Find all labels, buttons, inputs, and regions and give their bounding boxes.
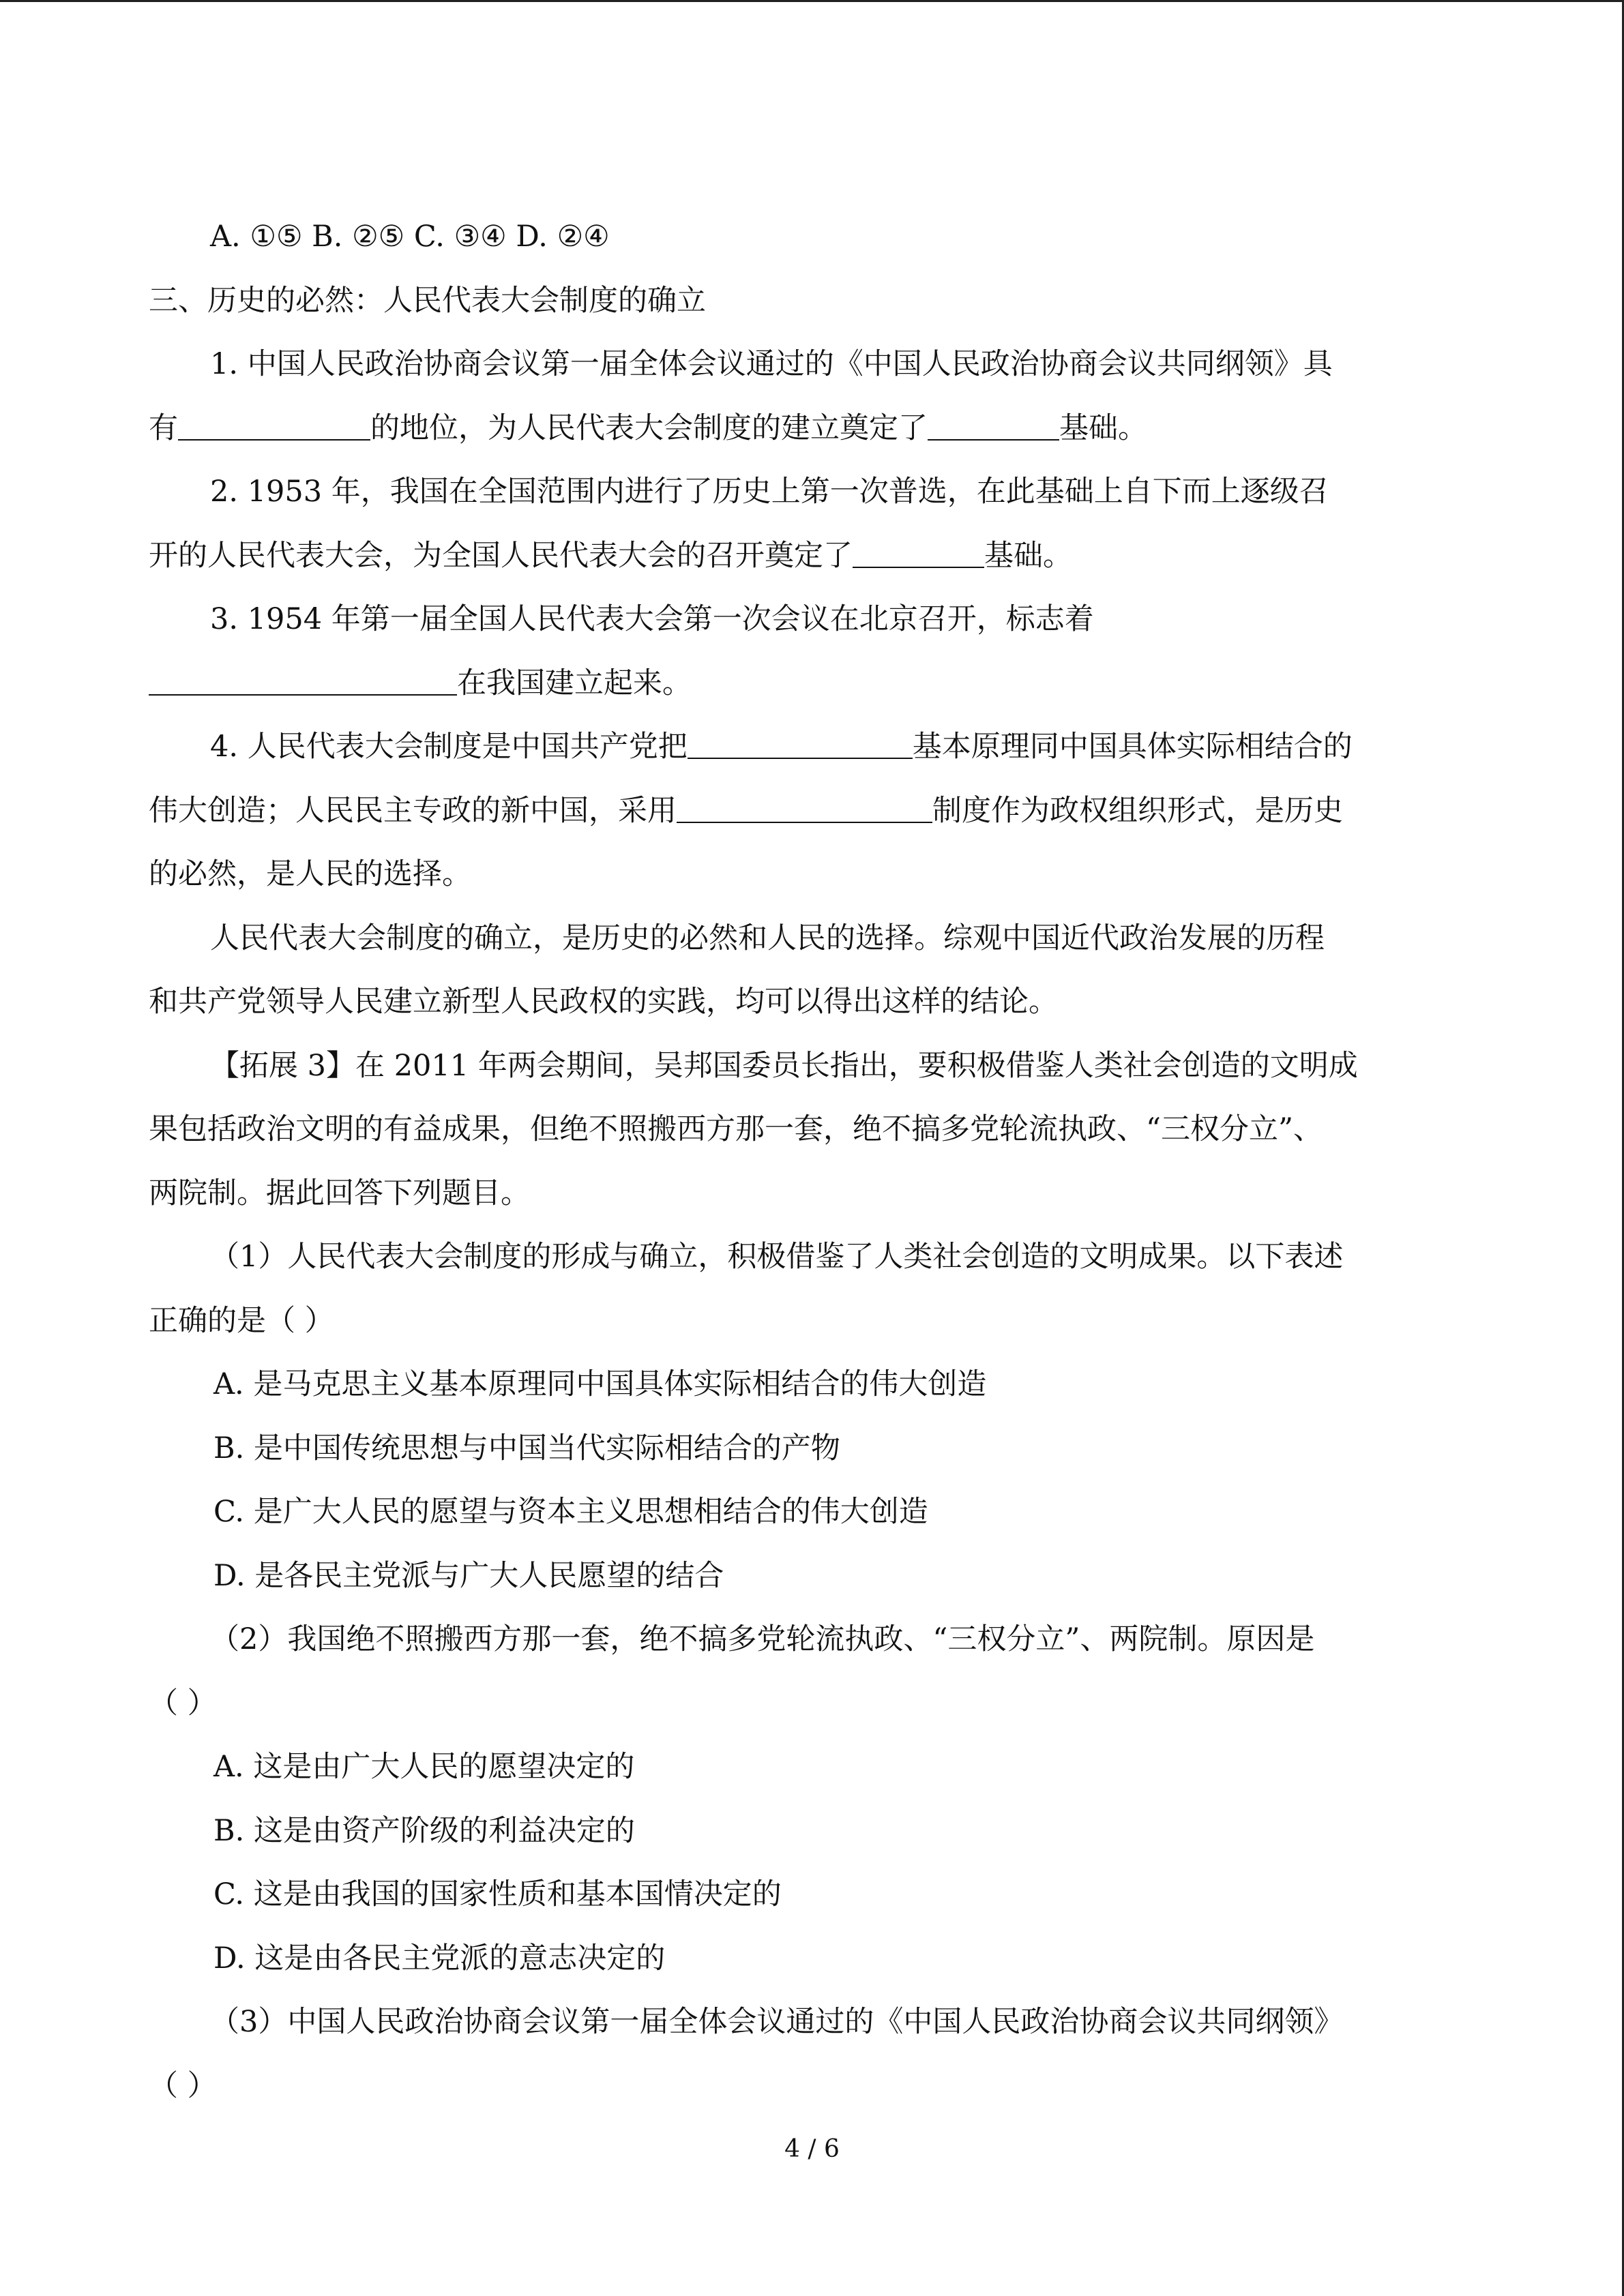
choice-text: C. 是广大人民的愿望与资本主义思想相结合的伟大创造	[213, 1495, 928, 1529]
answer-blank[interactable]	[149, 661, 457, 696]
paragraph-text: 和共产党领导人民建立新型人民政权的实践，均可以得出这样的结论。	[149, 985, 1058, 1019]
choice-d	[149, 1927, 1475, 1991]
sub-question-2	[149, 1608, 1475, 1672]
choice-text: B. 这是由资产阶级的利益决定的	[213, 1813, 635, 1848]
section-heading-text: 三、历史的必然：人民代表大会制度的确立	[149, 283, 706, 318]
choice-a	[149, 1353, 1475, 1417]
text-fragment: 有	[149, 411, 178, 445]
question-3-cont	[149, 652, 1475, 716]
extension-3-end	[149, 1162, 1475, 1226]
text-fragment: 开的人民代表大会，为全国人民代表大会的召开奠定了	[149, 538, 853, 573]
question-3	[149, 588, 1475, 652]
sub-question-text: （ ）	[149, 2068, 217, 2103]
choice-c	[149, 1863, 1475, 1927]
question-1-cont	[149, 397, 1475, 461]
question-1-text: 1. 中国人民政治协商会议第一届全体会议通过的《中国人民政治协商会议共同纲领》具	[210, 347, 1333, 381]
text-fragment: 基础。	[984, 538, 1072, 573]
sub-question-text: （3）中国人民政治协商会议第一届全体会议通过的《中国人民政治协商会议共同纲领》	[210, 2005, 1344, 2039]
choice-b	[149, 1800, 1475, 1864]
options-line	[149, 205, 1475, 269]
text-fragment: 基础。	[1059, 411, 1147, 445]
choice-a	[149, 1735, 1475, 1800]
answer-blank[interactable]	[853, 534, 984, 568]
page-number: 4 / 6	[784, 2135, 840, 2163]
summary-paragraph	[149, 907, 1475, 971]
summary-paragraph-cont	[149, 970, 1475, 1034]
choice-b	[149, 1417, 1475, 1481]
sub-question-3	[149, 1991, 1475, 2055]
choice-text: C. 这是由我国的国家性质和基本国情决定的	[213, 1877, 782, 1911]
sub-question-1-cont	[149, 1289, 1475, 1354]
answer-blank[interactable]	[688, 725, 913, 759]
answer-blank[interactable]	[178, 406, 370, 441]
paragraph-text: 【拓展 3】在 2011 年两会期间，吴邦国委员长指出，要积极借鉴人类社会创造的文明成	[210, 1048, 1358, 1083]
question-3-text: 3. 1954 年第一届全国人民代表大会第一次会议在北京召开，标志着	[210, 602, 1094, 636]
sub-question-1	[149, 1225, 1475, 1289]
sub-question-text: （2）我国绝不照搬西方那一套，绝不搞多党轮流执政、“三权分立”、两院制。原因是	[210, 1622, 1315, 1656]
question-1	[149, 333, 1475, 397]
document-body	[149, 205, 1475, 2118]
question-4	[149, 715, 1475, 779]
extension-3	[149, 1034, 1475, 1099]
choice-text: D. 是各民主党派与广大人民愿望的结合	[213, 1558, 724, 1593]
sub-question-text: 正确的是（ ）	[149, 1303, 334, 1338]
question-4-cont	[149, 779, 1475, 844]
paragraph-text: 人民代表大会制度的确立，是历史的必然和人民的选择。综观中国近代政治发展的历程	[210, 921, 1325, 955]
choice-text: A. 是马克思主义基本原理同中国具体实际相结合的伟大创造	[213, 1367, 987, 1401]
choice-c	[149, 1480, 1475, 1545]
section-heading	[149, 269, 1475, 333]
choice-text: A. 这是由广大人民的愿望决定的	[213, 1750, 635, 1784]
answer-blank[interactable]	[928, 406, 1059, 441]
choice-d	[149, 1545, 1475, 1609]
text-fragment: 制度作为政权组织形式，是历史	[932, 793, 1343, 828]
question-2-text: 2. 1953 年，我国在全国范围内进行了历史上第一次普选，在此基础上自下而上逐级召	[210, 475, 1329, 509]
choice-text: B. 是中国传统思想与中国当代实际相结合的产物	[213, 1431, 840, 1465]
choice-text: D. 这是由各民主党派的意志决定的	[213, 1941, 666, 1976]
text-fragment: 的地位，为人民代表大会制度的建立奠定了	[370, 411, 928, 445]
paragraph-text: 果包括政治文明的有益成果，但绝不照搬西方那一套，绝不搞多党轮流执政、“三权分立”、	[149, 1112, 1323, 1146]
text-fragment: 基本原理同中国具体实际相结合的	[912, 730, 1353, 764]
text-fragment: 4. 人民代表大会制度是中国共产党把	[210, 730, 688, 764]
sub-question-text: （ ）	[149, 1686, 217, 1720]
sub-question-3-cont	[149, 2055, 1475, 2119]
question-2-cont	[149, 524, 1475, 588]
question-4-end	[149, 843, 1475, 907]
text-fragment: 的必然，是人民的选择。	[149, 857, 471, 891]
question-2	[149, 460, 1475, 524]
extension-3-cont	[149, 1098, 1475, 1162]
options-text: A. ①⑤ B. ②⑤ C. ③④ D. ②④	[210, 220, 610, 254]
answer-blank[interactable]	[677, 789, 932, 823]
text-fragment: 在我国建立起来。	[457, 666, 692, 700]
sub-question-2-cont	[149, 1672, 1475, 1736]
text-fragment: 伟大创造；人民民主专政的新中国，采用	[149, 793, 677, 828]
paragraph-text: 两院制。据此回答下列题目。	[149, 1176, 530, 1210]
sub-question-text: （1）人民代表大会制度的形成与确立，积极借鉴了人类社会创造的文明成果。以下表述	[210, 1240, 1344, 1274]
